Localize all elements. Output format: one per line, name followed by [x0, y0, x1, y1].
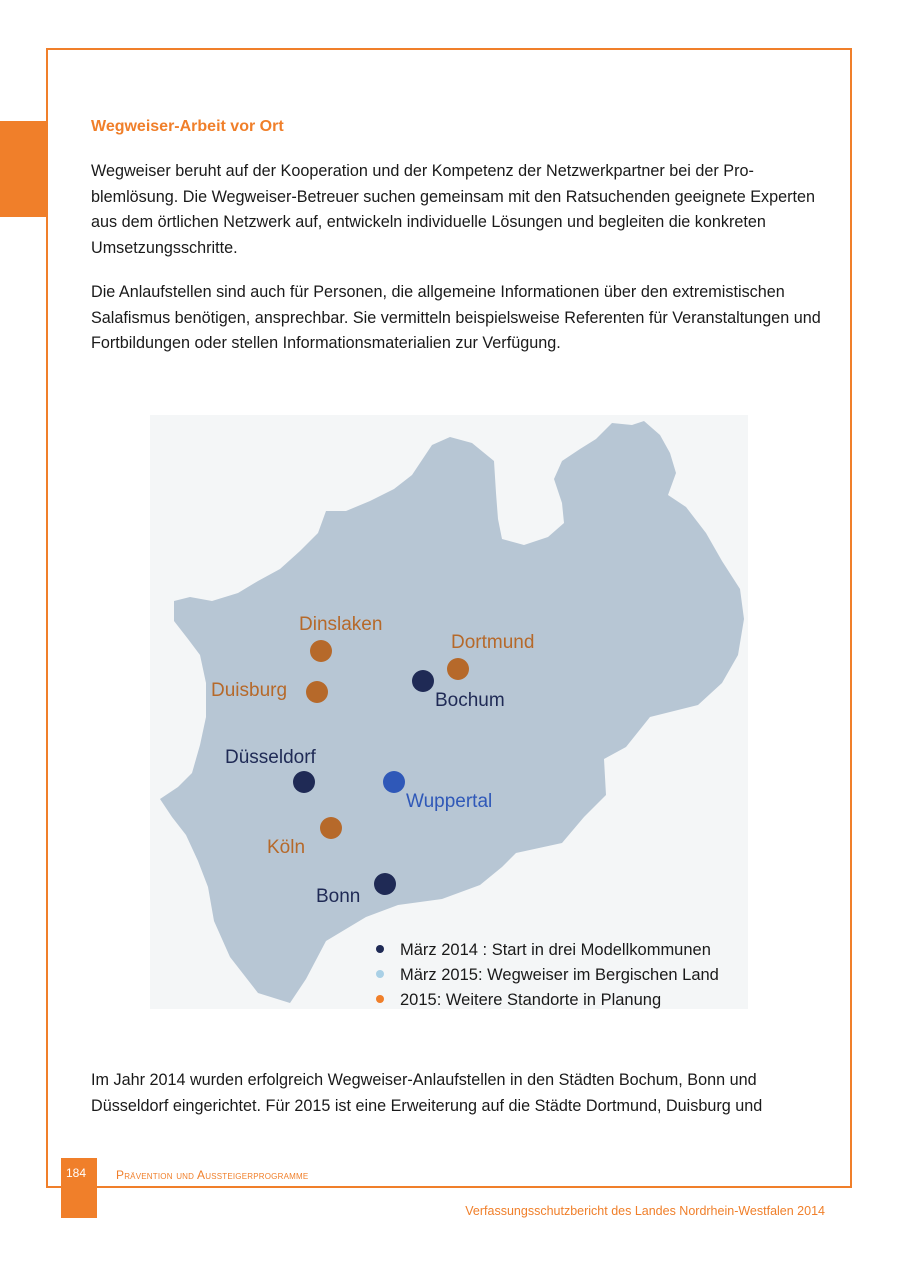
city-label-duesseldorf: Düsseldorf: [225, 747, 316, 768]
city-dot-dinslaken: [310, 640, 332, 662]
legend-marker-2014: [376, 945, 384, 953]
paragraph-2: Die Anlaufstellen sind auch für Personen, die allgemeine Informationen über den extremistischen Salafismus benötigen, ansprechbar. Sie vermitteln beispielsweise Referenten für Veranstaltungen und Fortbildungen oder stellen Informationsmaterialien zur Verfügung.: [91, 283, 821, 352]
page-number: 184: [65, 1166, 87, 1180]
city-dot-duesseldorf: [293, 771, 315, 793]
city-label-wuppertal: Wuppertal: [406, 791, 493, 812]
legend-item-2014: März 2014 : Start in drei Modellkommunen: [400, 941, 711, 959]
section-heading: Wegweiser-Arbeit vor Ort: [91, 118, 284, 135]
city-dot-wuppertal: [383, 771, 405, 793]
paragraph-3: Im Jahr 2014 wurden erfolgreich Wegweiser-Anlaufstellen in den Städten Bochum, Bonn und Düsseldorf eingerichtet. Für 2015 ist eine Erweiterung auf die Städte Dortmund, Duisburg und: [91, 1071, 763, 1115]
legend-marker-2015-planned: [376, 995, 384, 1003]
city-label-koeln: Köln: [267, 837, 306, 858]
legend-marker-2015-bergisch: [376, 970, 384, 978]
paragraph-1: Wegweiser beruht auf der Kooperation und der Kompetenz der Netzwerkpartner bei der Problemlösung. Die Wegweiser-Betreuer suchen gemeinsam mit den Ratsuchenden geeignete Experten aus dem örtlichen Netzwerk auf, entwickeln individuelle Lösungen und begleiten die konkreten Umsetzungsschritte.: [91, 162, 816, 257]
city-label-duisburg: Duisburg: [211, 680, 288, 701]
footer-report-title: Verfassungsschutzbericht des Landes Nordrhein-Westfalen 2014: [465, 1204, 825, 1218]
city-dot-koeln: [320, 817, 342, 839]
city-label-dinslaken: Dinslaken: [299, 614, 383, 635]
city-dot-dortmund: [447, 658, 469, 680]
footer-section-title: Prävention und Aussteigerprogramme: [116, 1168, 309, 1182]
legend-item-2015-planned: 2015: Weitere Standorte in Planung: [400, 991, 662, 1009]
legend-item-2015-bergisch: März 2015: Wegweiser im Bergischen Land: [400, 966, 719, 984]
city-label-dortmund: Dortmund: [451, 632, 535, 653]
side-tab-marker: [0, 121, 46, 217]
nrw-map: [150, 415, 748, 1009]
city-dot-bonn: [374, 873, 396, 895]
city-dot-bochum: [412, 670, 434, 692]
city-label-bonn: Bonn: [316, 886, 361, 907]
city-dot-duisburg: [306, 681, 328, 703]
city-label-bochum: Bochum: [435, 690, 505, 711]
